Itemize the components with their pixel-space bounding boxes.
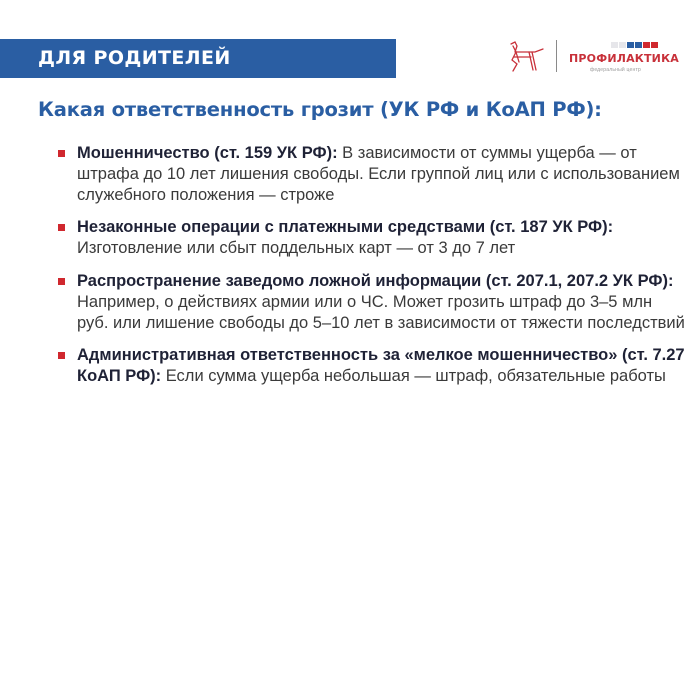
liability-list xyxy=(58,143,688,398)
list-item-administrative xyxy=(58,345,688,387)
bullet-square-icon xyxy=(58,224,65,231)
logo-name: ПРОФИЛАКТИКА xyxy=(569,52,679,65)
logo-subtitle: федеральный центр xyxy=(590,67,641,73)
section-banner xyxy=(0,39,396,78)
horse-icon xyxy=(505,40,547,74)
list-item-false-information xyxy=(58,271,688,334)
item-term: Незаконные операции с платежными средствами (ст. 187 УК РФ): xyxy=(77,218,614,236)
bullet-square-icon xyxy=(58,352,65,359)
item-description: Например, о действиях армии или о ЧС. Может грозить штраф до 3–5 млн руб. или лишение свободы до 5–10 лет в зависимости от тяжести последствий xyxy=(77,293,685,332)
bullet-square-icon xyxy=(58,278,65,285)
page-heading: Какая ответственность грозит (УК РФ и КоАП РФ): xyxy=(38,98,602,121)
list-item-payment-operations xyxy=(58,217,688,259)
list-item-fraud xyxy=(58,143,688,206)
item-term: Административная ответственность за «мелкое мошенничество» (ст. 7.27 КоАП РФ): xyxy=(77,346,685,385)
item-description: Если сумма ущерба небольшая — штраф, обязательные работы xyxy=(161,367,666,385)
item-description: В зависимости от суммы ущерба — от штрафа до 10 лет лишения свободы. Если группой лиц или с использованием служебного положения — строже xyxy=(77,144,680,204)
item-term: Распространение заведомо ложной информации (ст. 207.1, 207.2 УК РФ): xyxy=(77,272,674,290)
item-description: Изготовление или сбыт поддельных карт — от 3 до 7 лет xyxy=(77,239,516,257)
banner-title: ДЛЯ РОДИТЕЛЕЙ xyxy=(38,47,231,69)
profilaktika-logo xyxy=(505,38,679,78)
logo-divider xyxy=(556,40,557,72)
bullet-square-icon xyxy=(58,150,65,157)
item-term: Мошенничество (ст. 159 УК РФ): xyxy=(77,144,338,162)
logo-flag-squares xyxy=(611,42,658,48)
